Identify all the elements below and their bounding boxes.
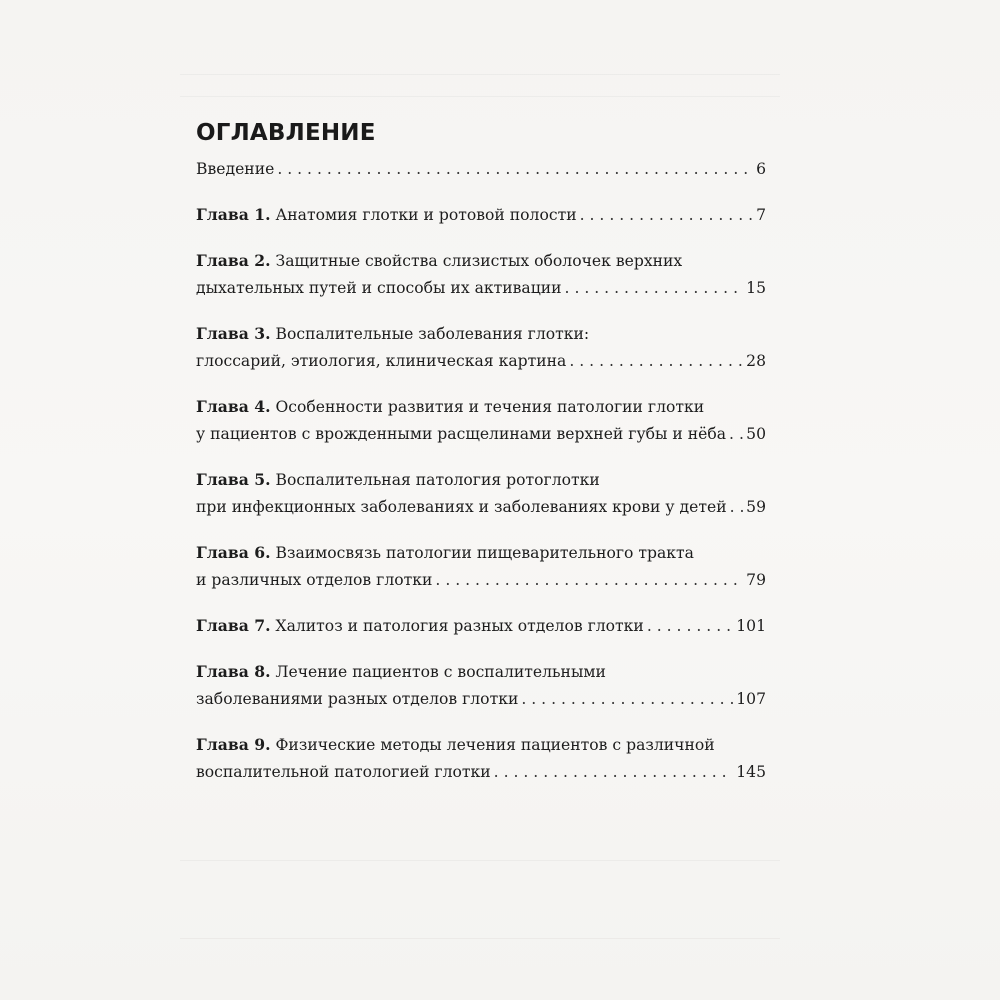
toc-entry-text	[196, 494, 727, 521]
chapter-title: воспалительной патологией глотки	[196, 763, 491, 781]
chapter-title: Воспалительная патология ротоглотки	[275, 471, 600, 489]
dot-leader	[277, 156, 753, 183]
dot-leader	[521, 686, 733, 713]
toc-entry-line	[196, 320, 766, 348]
page-number: 15	[746, 279, 766, 297]
chapter-title: Физические методы лечения пациентов с различной	[275, 736, 715, 754]
dot-leader	[580, 202, 753, 229]
toc-entry-line	[196, 247, 766, 275]
toc-entry-text	[196, 736, 715, 754]
bleed-through-line	[180, 96, 780, 97]
chapter-label: Глава 2.	[196, 251, 271, 270]
toc-entry-text	[196, 398, 704, 416]
page-number: 50	[746, 425, 766, 443]
dot-leader	[435, 567, 743, 594]
toc-entry-text	[196, 686, 518, 713]
chapter-title: при инфекционных заболеваниях и заболеваниях крови у детей	[196, 498, 727, 516]
toc-entry	[196, 393, 766, 448]
toc-entry-line	[196, 731, 766, 759]
toc-entry-line	[196, 421, 766, 448]
dot-leader	[647, 613, 733, 640]
toc-entry	[196, 247, 766, 302]
dot-leader	[565, 275, 744, 302]
page-title: ОГЛАВЛЕНИЕ	[196, 120, 376, 146]
chapter-label: Глава 3.	[196, 324, 271, 343]
chapter-title: Введение	[196, 160, 275, 178]
dot-leader	[494, 759, 734, 786]
toc-entry-text	[196, 421, 726, 448]
bleed-through-line	[180, 938, 780, 939]
chapter-label: Глава 1.	[196, 205, 271, 224]
page-number: 79	[746, 571, 766, 589]
chapter-title: Воспалительные заболевания глотки:	[275, 325, 590, 343]
chapter-label: Глава 8.	[196, 662, 271, 681]
toc-entry-text	[196, 567, 432, 594]
page-number: 28	[746, 352, 766, 370]
toc-entry	[196, 201, 766, 229]
dot-leader	[569, 348, 743, 375]
chapter-title: Анатомия глотки и ротовой полости	[275, 206, 577, 224]
toc-entry-text	[196, 759, 491, 786]
toc-entry-line	[196, 567, 766, 594]
chapter-title: дыхательных путей и способы их активации	[196, 279, 562, 297]
toc-entry-line	[196, 686, 766, 713]
toc-entry-line	[196, 201, 766, 229]
page-number: 101	[736, 617, 766, 635]
chapter-label: Глава 7.	[196, 616, 271, 635]
chapter-label: Глава 5.	[196, 470, 271, 489]
chapter-title: у пациентов с врожденными расщелинами верхней губы и нёба	[196, 425, 727, 443]
toc-entry	[196, 731, 766, 786]
toc-entry-text	[196, 156, 274, 183]
toc-entry-line	[196, 494, 766, 521]
toc-entry-line	[196, 658, 766, 686]
toc-entry-line	[196, 612, 766, 640]
toc-entry-text	[196, 544, 694, 562]
chapter-title: Особенности развития и течения патологии глотки	[275, 398, 705, 416]
toc-entry-text	[196, 471, 600, 489]
toc-entry-line	[196, 348, 766, 375]
chapter-label: Глава 6.	[196, 543, 271, 562]
page-number: 7	[756, 206, 766, 224]
toc-entry-text	[196, 201, 577, 229]
toc-entry	[196, 658, 766, 713]
chapter-title: заболеваниями разных отделов глотки	[196, 690, 519, 708]
dot-leader	[730, 494, 744, 521]
page-number: 145	[736, 763, 766, 781]
page-number: 107	[736, 690, 766, 708]
toc-entry	[196, 539, 766, 594]
toc-entry-text	[196, 663, 606, 681]
toc-entry	[196, 612, 766, 640]
chapter-title: Взаимосвязь патологии пищеварительного тракта	[275, 544, 694, 562]
toc-entry	[196, 156, 766, 183]
toc-entry	[196, 320, 766, 375]
chapter-title: глоссарий, этиология, клиническая картина	[196, 352, 567, 370]
bleed-through-line	[180, 74, 780, 75]
dot-leader	[729, 421, 743, 448]
chapter-title: Халитоз и патология разных отделов глотки	[275, 617, 644, 635]
toc-entry-line	[196, 466, 766, 494]
toc-entry	[196, 466, 766, 521]
toc-entry-text	[196, 252, 682, 270]
page-number: 59	[746, 498, 766, 516]
toc-entry-line	[196, 539, 766, 567]
toc-entry-line	[196, 275, 766, 302]
table-of-contents	[196, 156, 766, 786]
chapter-title: Защитные свойства слизистых оболочек верхних	[275, 252, 683, 270]
page-number: 6	[756, 160, 766, 178]
toc-entry-text	[196, 275, 562, 302]
toc-entry-line	[196, 156, 766, 183]
toc-entry-text	[196, 612, 644, 640]
toc-entry-text	[196, 348, 566, 375]
chapter-title: и различных отделов глотки	[196, 571, 433, 589]
toc-entry-text	[196, 325, 589, 343]
chapter-label: Глава 4.	[196, 397, 271, 416]
chapter-title: Лечение пациентов с воспалительными	[275, 663, 606, 681]
bleed-through-line	[180, 860, 780, 861]
toc-entry-line	[196, 393, 766, 421]
toc-entry-line	[196, 759, 766, 786]
chapter-label: Глава 9.	[196, 735, 271, 754]
